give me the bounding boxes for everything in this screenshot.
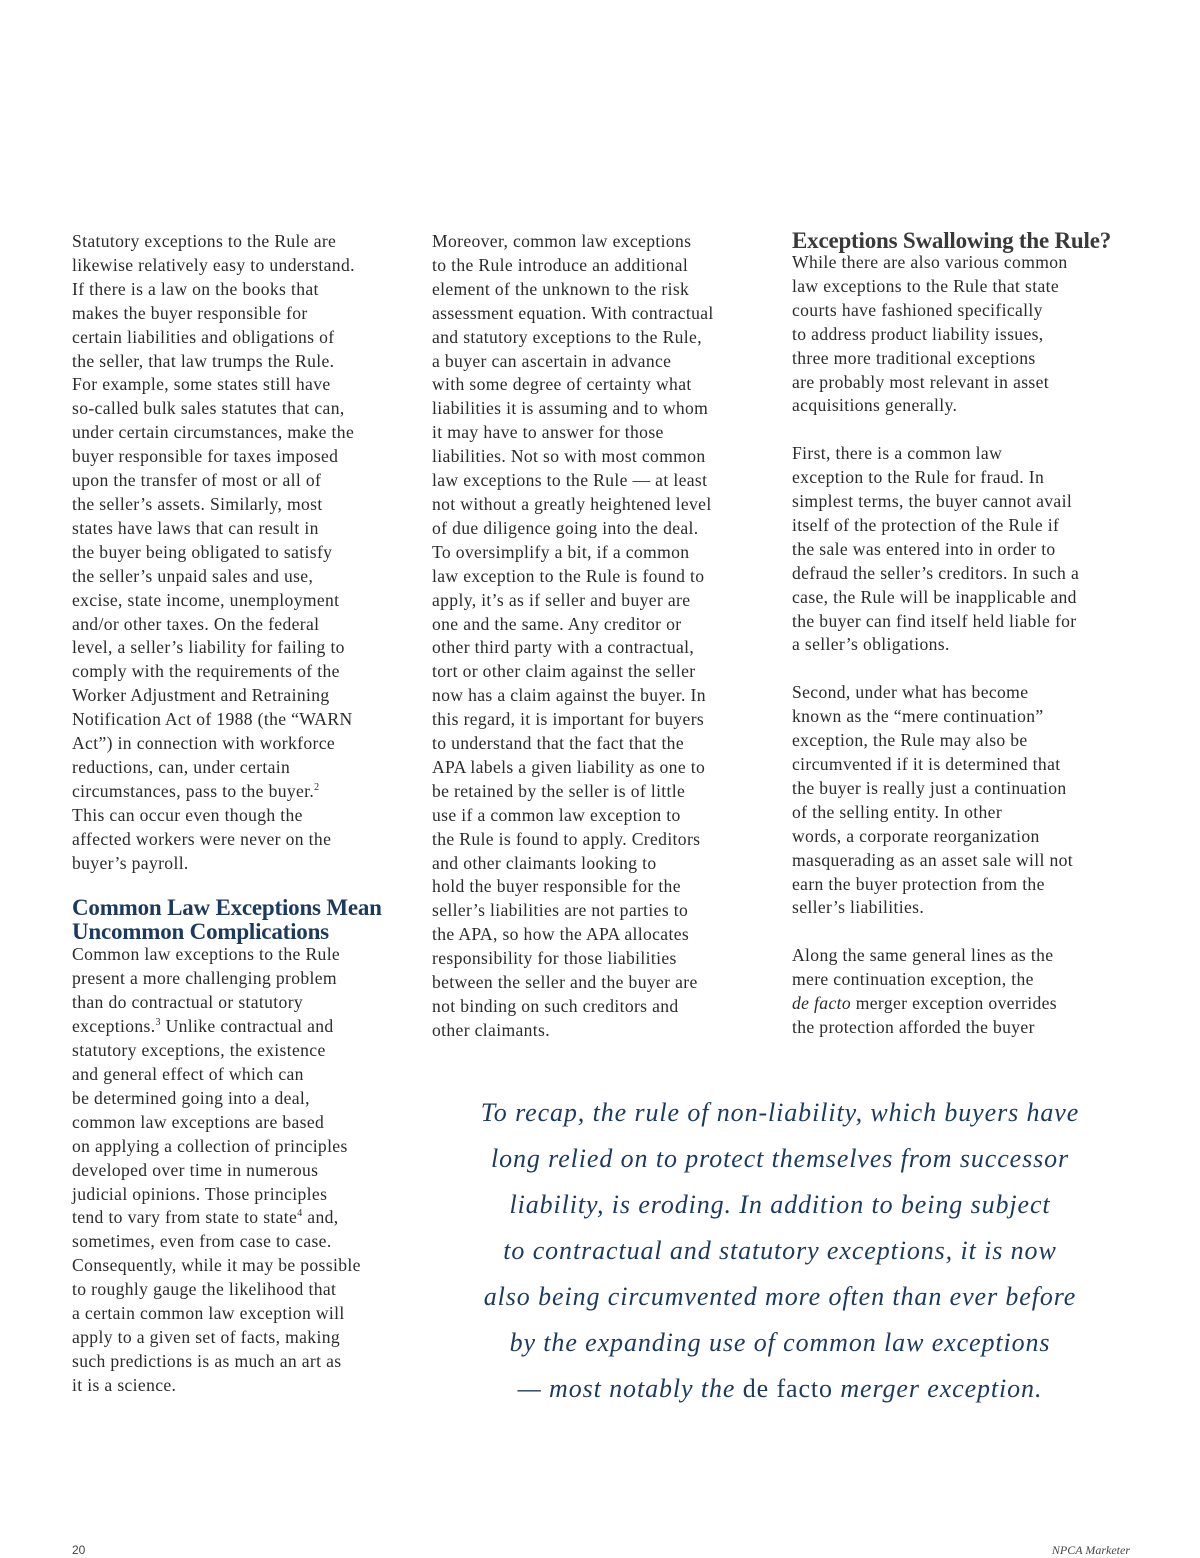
- text-line: it may have to answer for those: [432, 422, 664, 443]
- text-line: to understand that the fact that the: [432, 733, 684, 754]
- text-line: the buyer being obligated to satisfy: [72, 541, 333, 562]
- paragraph-fraud-exception: [792, 442, 1137, 657]
- article-column-2: [432, 230, 777, 1043]
- footnote-ref-4[interactable]: 4: [297, 1208, 303, 1220]
- text-line: a certain common law exception will: [72, 1303, 345, 1324]
- text-line: upon the transfer of most or all of: [72, 470, 322, 491]
- text-line: are probably most relevant in asset: [792, 371, 1050, 392]
- text-line: assessment equation. With contractual: [432, 302, 714, 323]
- pull-quote-line: by the expanding use of common law exceptions: [509, 1328, 1051, 1357]
- text-line: the APA, so how the APA allocates: [432, 924, 690, 945]
- text-line: Consequently, while it may be possible: [72, 1255, 361, 1276]
- text-line: other claimants.: [432, 1019, 550, 1040]
- text-line: to roughly gauge the likelihood that: [72, 1279, 337, 1300]
- text-line: developed over time in numerous: [72, 1159, 319, 1180]
- pull-quote-line: long relied on to protect themselves from successor: [490, 1144, 1070, 1173]
- text-fragment: circumstances, pass to the buyer.: [72, 780, 315, 801]
- text-line: circumvented if it is determined that: [792, 754, 1061, 774]
- text-line: Worker Adjustment and Retraining: [72, 685, 330, 706]
- pull-quote-line: liability, is eroding. In addition to being subject: [509, 1190, 1051, 1219]
- text-line: Notification Act of 1988 (the “WARN: [72, 709, 353, 730]
- text-line: a seller’s obligations.: [792, 634, 950, 655]
- text-line: than do contractual or statutory: [72, 992, 304, 1013]
- text-line: acquisitions generally.: [792, 395, 958, 416]
- text-line: law exceptions to the Rule — at least: [432, 470, 708, 491]
- text-line: judicial opinions. Those principles: [72, 1183, 328, 1204]
- text-line: the seller, that law trumps the Rule.: [72, 350, 335, 371]
- text-fragment: and,: [302, 1207, 339, 1228]
- text-line: be determined going into a deal,: [72, 1087, 310, 1108]
- text-line: states have laws that can result in: [72, 517, 319, 538]
- pull-quote: [420, 1090, 1140, 1412]
- text-line: and general effect of which can: [72, 1064, 304, 1084]
- text-line: of due diligence going into the deal.: [432, 517, 699, 538]
- paragraph-traditional-exceptions: [792, 251, 1137, 418]
- text-line: seller’s liabilities are not parties to: [432, 900, 689, 921]
- text-line: the buyer can find itself held liable for: [792, 610, 1077, 631]
- text-line: such predictions is as much an art as: [72, 1350, 342, 1371]
- text-line: under certain circumstances, make the: [72, 422, 355, 443]
- text-line: case, the Rule will be inapplicable and: [792, 586, 1077, 607]
- text-line: Along the same general lines as the: [792, 945, 1054, 966]
- text-line: tort or other claim against the seller: [432, 661, 696, 682]
- text-line: reductions, can, under certain: [72, 756, 291, 777]
- text-line: statutory exceptions, the existence: [72, 1040, 326, 1061]
- italic-term: de facto: [792, 993, 851, 1014]
- text-line: If there is a law on the books that: [72, 278, 319, 299]
- text-line: the seller’s assets. Similarly, most: [72, 493, 323, 514]
- text-line: not without a greatly heightened level: [432, 493, 712, 514]
- pull-quote-line: To recap, the rule of non-liability, which buyers have: [480, 1098, 1080, 1127]
- text-line: between the seller and the buyer are: [432, 972, 698, 993]
- text-line: element of the unknown to the risk: [432, 278, 690, 299]
- text-line: liabilities it is assuming and to whom: [432, 398, 709, 419]
- text-line: words, a corporate reorganization: [792, 825, 1040, 846]
- text-line: of the selling entity. In other: [792, 801, 1003, 822]
- text-line: [72, 1015, 417, 1039]
- text-line: the seller’s unpaid sales and use,: [72, 565, 314, 586]
- paragraph-de-facto-merger: [792, 944, 1137, 1040]
- text-line: earn the buyer protection from the: [792, 873, 1045, 894]
- text-line: exception, the Rule may also be: [792, 730, 1028, 751]
- text-line: masquerading as an asset sale will not: [792, 849, 1074, 870]
- text-line: one and the same. Any creditor or: [432, 613, 682, 634]
- text-line: hold the buyer responsible for the: [432, 876, 681, 897]
- article-column-3: [792, 230, 1137, 1040]
- text-line: sometimes, even from case to case.: [72, 1231, 332, 1252]
- text-line: other third party with a contractual,: [432, 637, 695, 658]
- footnote-ref-3[interactable]: 3: [155, 1017, 161, 1029]
- text-line: the sale was entered into in order to: [792, 538, 1056, 559]
- text-fragment: Unlike contractual and: [160, 1016, 334, 1037]
- text-line: a buyer can ascertain in advance: [432, 350, 672, 371]
- text-line: exception to the Rule for fraud. In: [792, 467, 1045, 488]
- text-line: buyer’s payroll.: [72, 852, 189, 873]
- text-line: on applying a collection of principles: [72, 1135, 348, 1156]
- text-line: makes the buyer responsible for: [72, 302, 308, 323]
- text-line: now has a claim against the buyer. In: [432, 685, 706, 706]
- text-line: [792, 992, 1137, 1016]
- paragraph-statutory-exceptions: [72, 230, 417, 875]
- text-line: simplest terms, the buyer cannot avail: [792, 491, 1073, 512]
- paragraph-mere-continuation: [792, 681, 1137, 920]
- text-line: comply with the requirements of the: [72, 661, 340, 682]
- text-line: the buyer is really just a continuation: [792, 777, 1067, 798]
- text-line: Common law exceptions to the Rule: [72, 944, 341, 965]
- text-line: three more traditional exceptions: [792, 347, 1036, 368]
- heading-line: Uncommon Complications: [72, 918, 329, 944]
- text-line: likewise relatively easy to understand.: [72, 254, 355, 275]
- text-fragment: merger exception overrides: [850, 993, 1057, 1014]
- text-line: itself of the protection of the Rule if: [792, 514, 1060, 535]
- text-line: apply, it’s as if seller and buyer are: [432, 589, 691, 610]
- text-line: this regard, it is important for buyers: [432, 709, 705, 730]
- section-heading-exceptions-swallowing: Exceptions Swallowing the Rule?: [792, 228, 1112, 253]
- text-line: This can occur even though the: [72, 804, 303, 825]
- text-line: courts have fashioned specifically: [792, 299, 1043, 320]
- text-line: common law exceptions are based: [72, 1111, 325, 1132]
- text-line: the Rule is found to apply. Creditors: [432, 828, 701, 849]
- publication-name: NPCA Marketer: [1051, 1543, 1130, 1557]
- text-line: present a more challenging problem: [72, 968, 337, 989]
- pull-quote-line: [420, 1366, 1140, 1412]
- text-line: APA labels a given liability as one to: [432, 756, 706, 777]
- text-line: Statutory exceptions to the Rule are: [72, 231, 337, 251]
- text-line: certain liabilities and obligations of: [72, 326, 335, 347]
- text-line: law exception to the Rule is found to: [432, 565, 705, 586]
- text-line: excise, state income, unemployment: [72, 589, 340, 610]
- paragraph-common-law-exceptions: [72, 943, 417, 1397]
- text-line: First, there is a common law: [792, 443, 1003, 464]
- text-line: Act”) in connection with workforce: [72, 733, 336, 754]
- section-heading-common-law: [72, 896, 417, 943]
- text-line: While there are also various common: [792, 252, 1068, 272]
- page-number: 20: [72, 1543, 86, 1557]
- text-line: responsibility for those liabilities: [432, 948, 677, 969]
- text-line: to the Rule introduce an additional: [432, 254, 689, 275]
- text-line: apply to a given set of facts, making: [72, 1326, 340, 1347]
- text-line: and statutory exceptions to the Rule,: [432, 326, 702, 347]
- text-line: To oversimplify a bit, if a common: [432, 541, 690, 562]
- text-fragment: — most notably the: [517, 1374, 743, 1403]
- text-line: liabilities. Not so with most common: [432, 446, 706, 467]
- text-line: Second, under what has become: [792, 682, 1029, 703]
- text-line: with some degree of certainty what: [432, 374, 692, 395]
- text-line: law exceptions to the Rule that state: [792, 275, 1060, 296]
- text-fragment: exceptions.: [72, 1016, 156, 1037]
- text-fragment: tend to vary from state to state: [72, 1207, 298, 1228]
- pull-quote-line: to contractual and statutory exceptions, it is now: [503, 1236, 1057, 1265]
- text-line: use if a common law exception to: [432, 804, 681, 825]
- text-line: Moreover, common law exceptions: [432, 231, 692, 251]
- text-line: and/or other taxes. On the federal: [72, 613, 320, 634]
- text-line: mere continuation exception, the: [792, 969, 1034, 990]
- paragraph-moreover: [432, 230, 777, 1043]
- heading-line: Common Law Exceptions Mean: [72, 895, 382, 921]
- text-line: seller’s liabilities.: [792, 897, 925, 918]
- text-line: be retained by the seller is of little: [432, 780, 686, 801]
- text-line: it is a science.: [72, 1374, 177, 1395]
- article-column-1: [72, 230, 417, 1398]
- upright-term: de facto: [742, 1374, 833, 1403]
- text-fragment: merger exception.: [832, 1374, 1043, 1403]
- text-line: defraud the seller’s creditors. In such a: [792, 562, 1080, 583]
- text-line: known as the “mere continuation”: [792, 706, 1044, 727]
- text-line: [72, 780, 417, 804]
- text-line: For example, some states still have: [72, 374, 331, 395]
- text-line: buyer responsible for taxes imposed: [72, 446, 339, 467]
- text-line: not binding on such creditors and: [432, 996, 679, 1016]
- text-line: affected workers were never on the: [72, 828, 332, 849]
- footnote-ref-2[interactable]: 2: [314, 781, 320, 793]
- text-line: to address product liability issues,: [792, 323, 1044, 344]
- pull-quote-line: also being circumvented more often than ever before: [483, 1282, 1077, 1311]
- text-line: level, a seller’s liability for failing to: [72, 637, 345, 658]
- text-line: so-called bulk sales statutes that can,: [72, 398, 345, 419]
- text-line: and other claimants looking to: [432, 852, 657, 873]
- text-line: [72, 1206, 417, 1230]
- text-line: the protection afforded the buyer: [792, 1016, 1035, 1037]
